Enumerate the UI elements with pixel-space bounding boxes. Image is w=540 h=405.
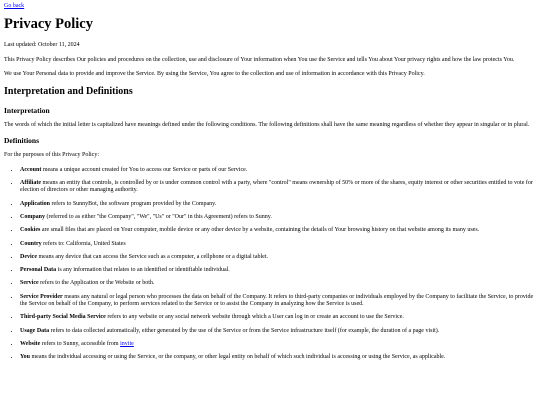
definition-item	[20, 201, 536, 208]
definition-item	[20, 241, 536, 248]
section-heading-interpretation-definitions: Interpretation and Definitions	[4, 86, 133, 98]
definition-item	[20, 227, 536, 234]
page-title: Privacy Policy	[4, 16, 93, 33]
definition-item	[20, 354, 536, 361]
interpretation-heading: Interpretation	[4, 106, 50, 116]
definition-item	[20, 254, 536, 261]
definition-text: means any natural or legal person who processes the data on behalf of the Company. It refers to third-party companies or individuals employed by the Company to facilitate the Service, to provide the Service on behalf of the Company, to perform services related to the Service or to assist the Company in analyzing how the Service is used.	[20, 293, 534, 308]
definition-text: refers to any website or any social network website through which a User can log in or create an account to use the Service.	[105, 314, 404, 321]
definition-item	[20, 328, 536, 335]
definition-term: Personal Data	[20, 267, 57, 274]
definition-text: means any device that can access the Service such as a computer, a cellphone or a digital tablet.	[37, 253, 268, 260]
definition-item	[20, 341, 536, 348]
definitions-list	[4, 167, 536, 362]
definition-term: Service Provider	[20, 293, 63, 300]
last-updated-text: Last updated: October 11, 2024	[4, 42, 80, 49]
definition-item	[20, 214, 536, 221]
definition-text: refers to data collected automatically, either generated by the use of the Service or from the Service infrastructure itself (for example, the duration of a page visit).	[49, 327, 440, 334]
definition-term: Account	[20, 166, 42, 173]
definition-term: Affiliate	[20, 180, 41, 187]
intro-paragraph-2: We use Your Personal data to provide and improve the Service. By using the Service, You agree to the collection and use of information in accordance with this Privacy Policy.	[4, 70, 425, 77]
definition-item	[20, 294, 536, 309]
definition-text: refers to SunnyBot, the software program provided by the Company.	[50, 200, 217, 207]
definition-item	[20, 267, 536, 274]
definition-text: refers to the Application or the Website or both.	[38, 280, 155, 287]
definition-term: Website	[20, 340, 41, 347]
definition-text: refers to Sunny, accessible from	[40, 340, 121, 347]
definitions-intro: For the purposes of this Privacy Policy:	[4, 152, 99, 159]
definition-term: Country	[20, 240, 42, 247]
definition-text: are small files that are placed on Your computer, mobile device or any other device by a website, containing the details of Your browsing history on that website among its many uses.	[40, 227, 480, 234]
intro-paragraph-1: This Privacy Policy describes Our policies and procedures on the collection, use and disclosure of Your information when You use the Service and tells You about Your privacy rights and how the law protects You.	[4, 56, 515, 63]
interpretation-text: The words of which the initial letter is capitalized have meanings defined under the following conditions. The following definitions shall have the same meaning regardless of whether they appear in singular or in plural.	[4, 122, 530, 129]
go-back-link[interactable]: Go back	[4, 3, 25, 9]
definition-term: You	[20, 354, 31, 361]
invite-link[interactable]: invite	[120, 340, 134, 347]
definition-term: Application	[20, 200, 51, 207]
definition-text: is any information that relates to an identified or identifiable individual.	[56, 267, 230, 274]
definitions-heading: Definitions	[4, 136, 40, 146]
definition-text: means a unique account created for You to access our Service or parts of our Service.	[41, 166, 248, 173]
definition-item	[20, 167, 536, 174]
definition-text: means the individual accessing or using the Service, or the company, or other legal entity on behalf of which such individual is accessing or using the Service, as applicable.	[30, 354, 446, 361]
definition-term: Usage Data	[20, 327, 50, 334]
definition-item	[20, 180, 536, 195]
definition-text: refers to: California, United States	[41, 240, 126, 247]
definition-item	[20, 314, 536, 321]
definition-item	[20, 280, 536, 287]
definition-text: means an entity that controls, is controlled by or is under common control with a party, where "control" means ownership of 50% or more of the shares, equity interest or other securities entitled to vote for election of directors or other managing authority.	[20, 180, 533, 194]
definition-term: Service	[20, 280, 39, 287]
definition-term: Device	[20, 253, 37, 260]
definition-term: Third-party Social Media Service	[20, 314, 106, 321]
definition-text: (referred to as either "the Company", "We", "Us" or "Our" in this Agreement) refers to Sunny.	[45, 213, 272, 220]
definition-term: Company	[20, 213, 46, 220]
definition-term: Cookies	[20, 227, 41, 234]
